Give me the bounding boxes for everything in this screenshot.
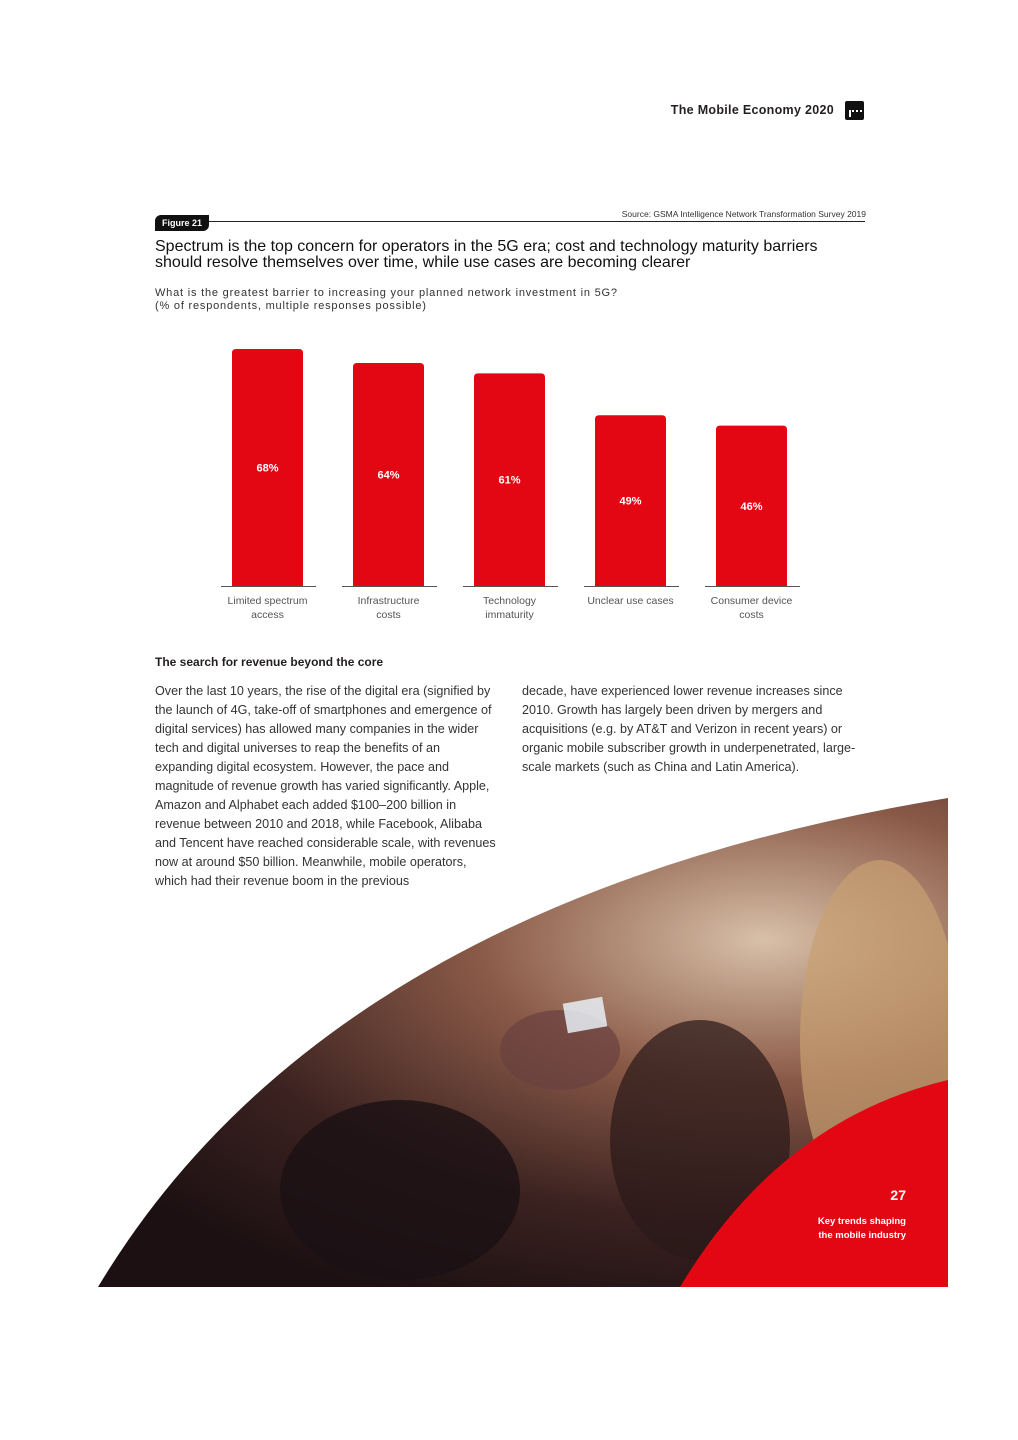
figure-title: Spectrum is the top concern for operators in the 5G era; cost and technology maturity barriers should resolve themselves over time, while use cases are becoming clearer xyxy=(155,238,818,271)
category-label: costs xyxy=(376,609,401,621)
data-label: 49% xyxy=(619,495,642,508)
category-label: Unclear use cases xyxy=(587,595,674,607)
category-label: costs xyxy=(739,609,764,621)
chapter-line-2: the mobile industry xyxy=(818,1230,906,1241)
category-label: Consumer device xyxy=(710,595,793,607)
question-line-2: (% of respondents, multiple responses possible) xyxy=(155,300,427,312)
body-column-2: decade, have experienced lower revenue increases since 2010. Growth has largely been driven by mergers and acquisitions (e.g. by AT&T and Verizon in recent years) or organic mobile subscriber growth in underpenetrated, large-scale markets (such as China and Latin America). xyxy=(522,684,856,774)
figure-label: Figure 21 xyxy=(155,215,209,231)
publication-title: The Mobile Economy 2020 xyxy=(670,103,834,117)
body-column-1: Over the last 10 years, the rise of the digital era (signified by the launch of 4G, take-off of smartphones and emergence of digital services) has allowed many companies in the wider tech and digital universes to reap the benefits of an expanding digital ecosystem. However, the pace and magnitude of revenue growth has varied significantly. Apple, Amazon and Alphabet each added $100–200 billion in revenue between 2010 and 2018, while Facebook, Alibaba and Tencent have reached considerable scale, with revenues now at around $50 billion. Meanwhile, mobile operators, which had their revenue boom in the previous xyxy=(155,684,496,888)
page-number: 27 xyxy=(890,1187,906,1203)
chapter-label xyxy=(818,1215,906,1243)
category-label: Technology xyxy=(482,595,537,607)
chapter-line-1: Key trends shaping xyxy=(817,1216,906,1227)
category-label: Infrastructure xyxy=(357,595,420,607)
question-line-1: What is the greatest barrier to increasing your planned network investment in 5G? xyxy=(155,287,618,299)
data-label: 61% xyxy=(498,474,521,487)
section-heading: The search for revenue beyond the core xyxy=(155,655,384,669)
data-label: 46% xyxy=(740,500,763,513)
bar-chart xyxy=(0,0,1018,640)
figure-source: Source: GSMA Intelligence Network Transformation Survey 2019 xyxy=(621,209,866,219)
data-label: 68% xyxy=(256,462,279,475)
data-label: 64% xyxy=(377,469,400,482)
category-label: immaturity xyxy=(485,609,534,621)
category-label: access xyxy=(251,609,284,621)
category-label: Limited spectrum xyxy=(227,595,308,607)
